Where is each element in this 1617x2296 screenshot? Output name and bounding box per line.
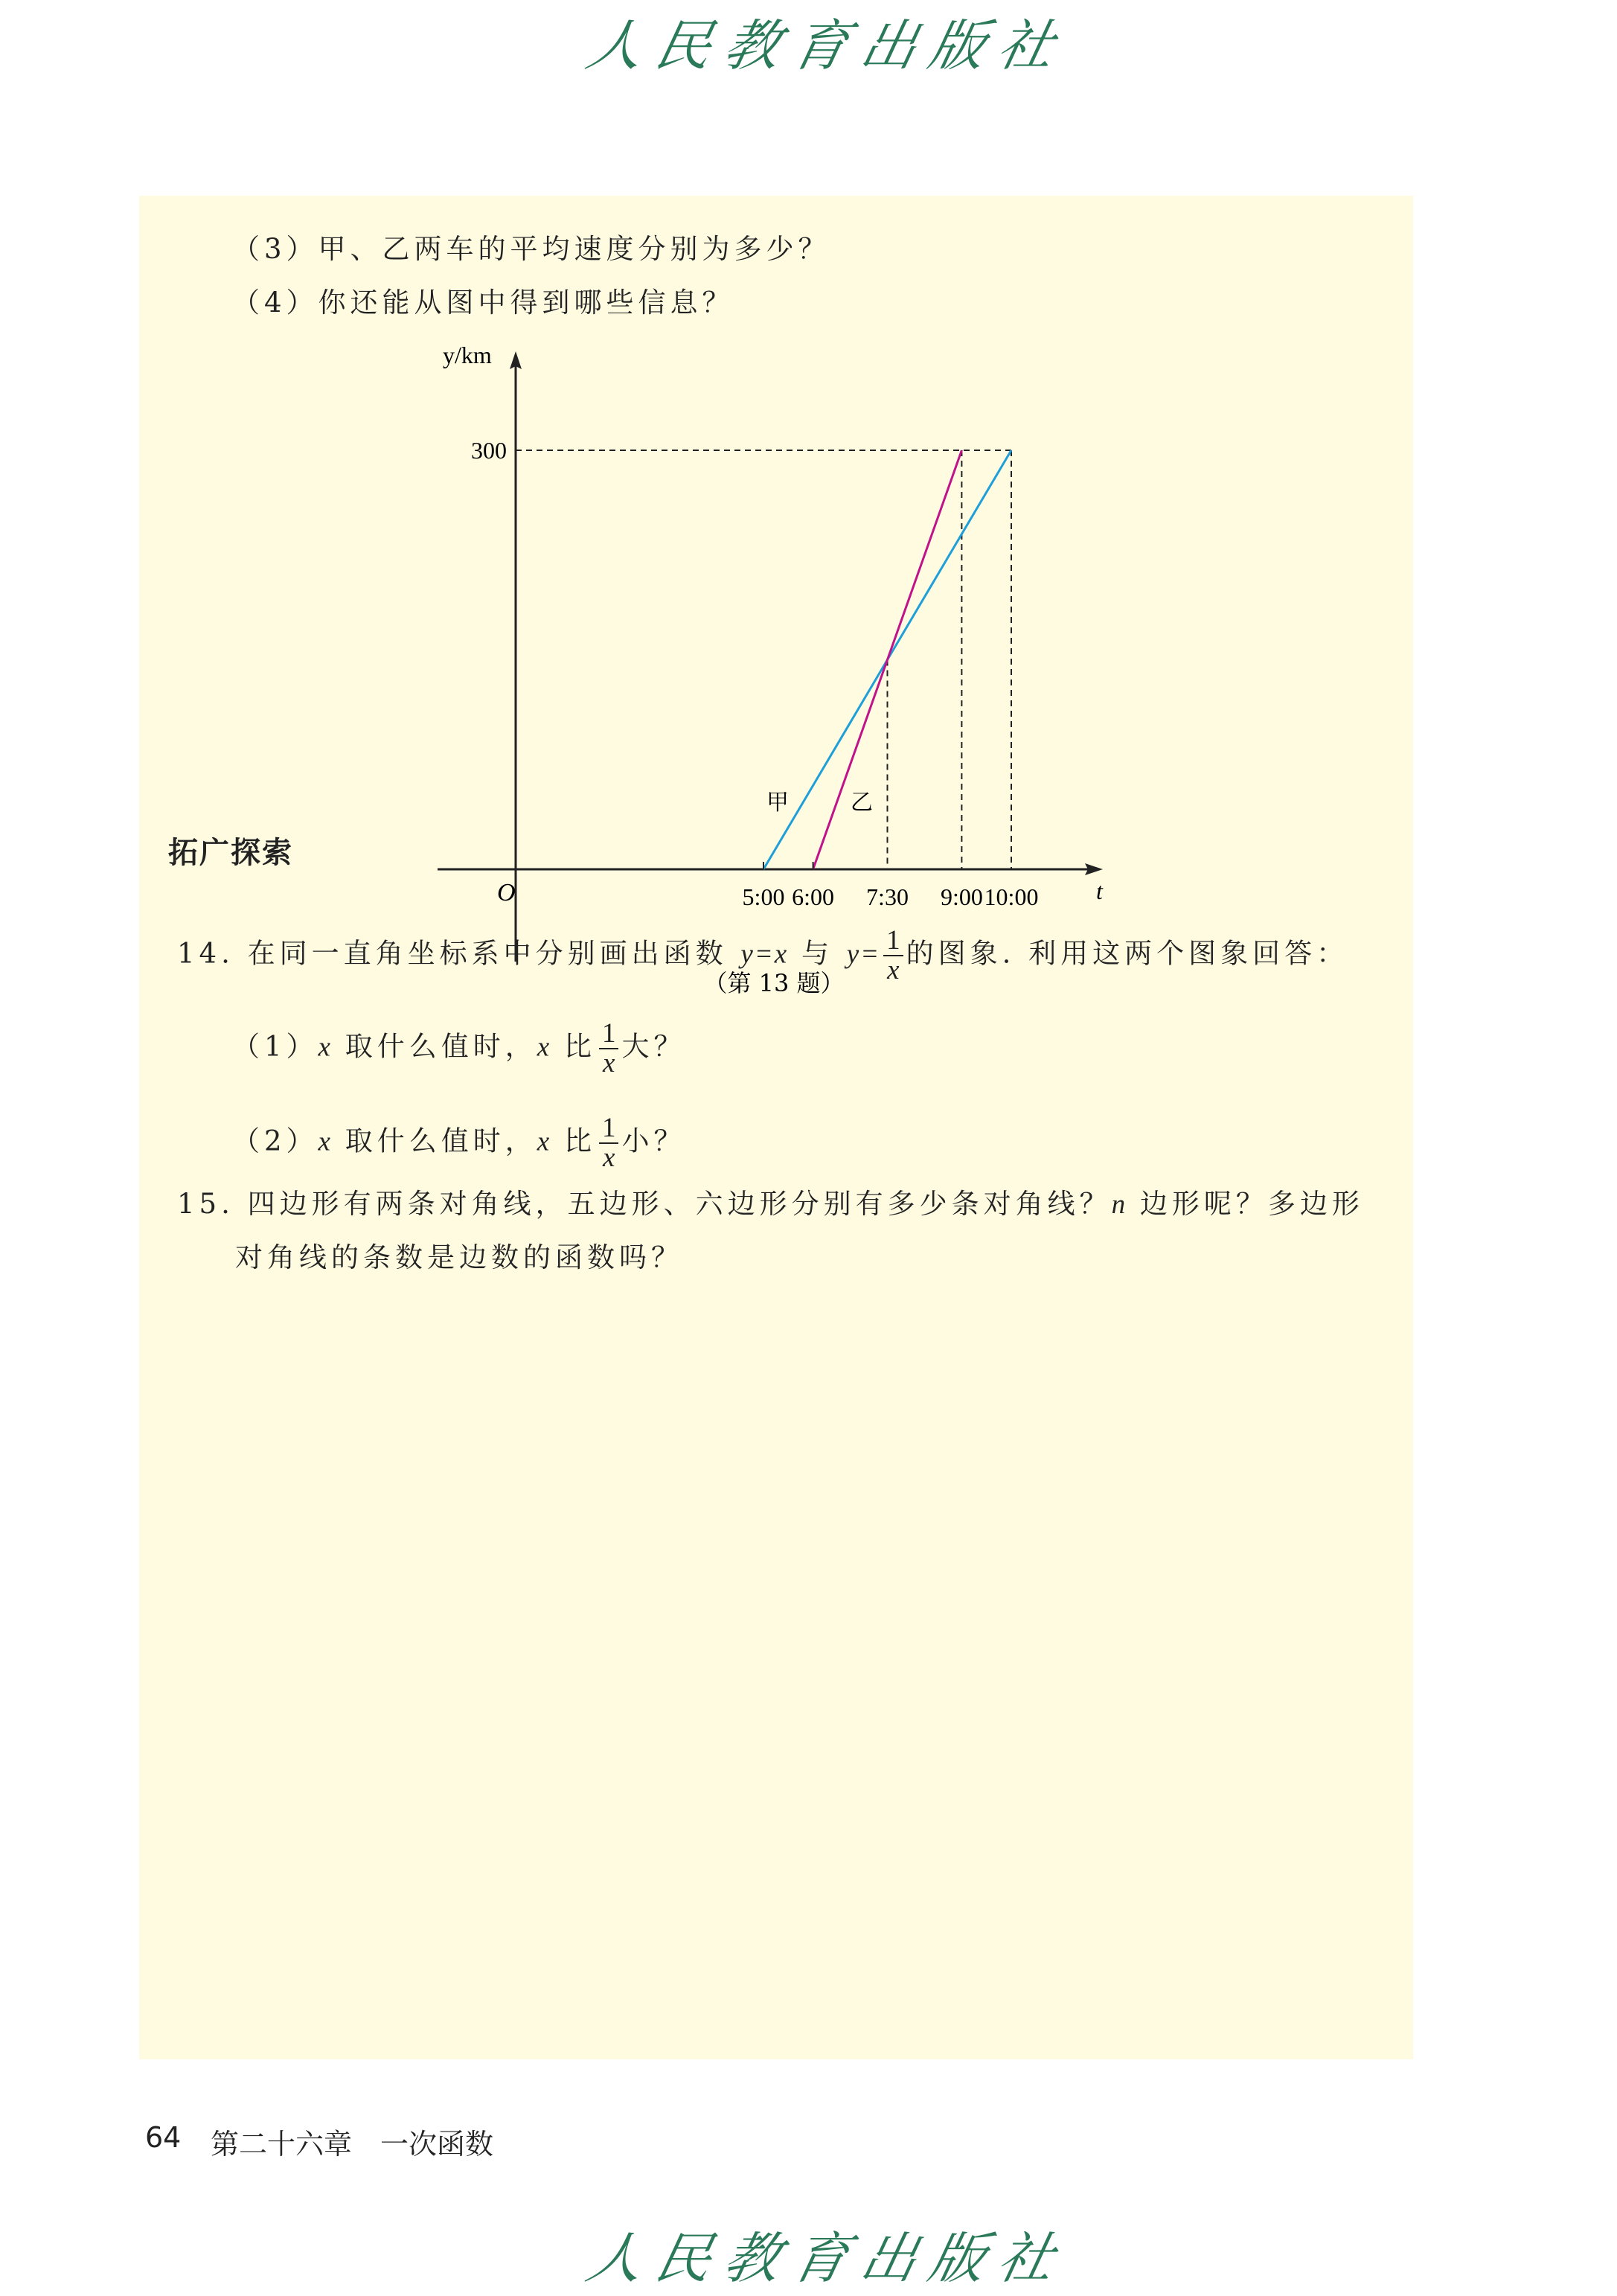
x-tick-label: 6:00 bbox=[792, 883, 835, 910]
x-tick-label: 10:00 bbox=[984, 883, 1039, 910]
frac-num: 1 bbox=[599, 1020, 619, 1049]
frac-num: 1 bbox=[883, 927, 903, 956]
q14-number: 14. bbox=[177, 937, 234, 970]
question-13-3: （3）甲、乙两车的平均速度分别为多少？ bbox=[232, 233, 830, 265]
var-x: x bbox=[537, 1126, 551, 1157]
fraction-1-over-x bbox=[599, 1114, 619, 1172]
q14-eq1: y=x bbox=[740, 938, 789, 970]
question-14-1 bbox=[232, 1020, 685, 1078]
chapter-title: 第二十六章 一次函数 bbox=[211, 2128, 494, 2161]
q15-text-a: 四边形有两条对角线，五边形、六边形分别有多少条对角线？ bbox=[247, 1188, 1112, 1220]
q15-text-b: 边形呢？多边形 bbox=[1139, 1188, 1364, 1220]
q14-and: 与 bbox=[801, 937, 833, 970]
page-number: 64 bbox=[145, 2121, 182, 2154]
question-13-4: （4）你还能从图中得到哪些信息？ bbox=[232, 287, 734, 319]
q14-1-text: 取什么值时， bbox=[345, 1030, 537, 1063]
publisher-logo-top: 人民教育出版社 bbox=[580, 14, 1075, 78]
var-x: x bbox=[318, 1032, 332, 1063]
x-axis-label: t bbox=[1096, 877, 1103, 904]
q14-1-label: （1） bbox=[232, 1030, 318, 1063]
question-14-2 bbox=[232, 1114, 685, 1172]
x-tick-label: 9:00 bbox=[940, 883, 983, 910]
fraction-1-over-x bbox=[883, 927, 903, 985]
q15-number: 15. bbox=[177, 1188, 234, 1220]
series-label: 乙 bbox=[851, 790, 873, 816]
var-x: x bbox=[537, 1032, 551, 1063]
fraction-1-over-x bbox=[599, 1020, 619, 1078]
q14-2-bi: 比 bbox=[563, 1125, 596, 1157]
q14-2-label: （2） bbox=[232, 1125, 318, 1157]
frac-den: x bbox=[602, 1048, 615, 1078]
section-heading: 拓广探索 bbox=[168, 836, 293, 870]
frac-num: 1 bbox=[599, 1114, 619, 1144]
question-14 bbox=[177, 927, 1348, 985]
x-tick-label: 5:00 bbox=[742, 883, 785, 910]
question-15-line2: 对角线的条数是边数的函数吗？ bbox=[235, 1241, 683, 1273]
var-n: n bbox=[1111, 1189, 1127, 1220]
q14-1-post: 大？ bbox=[621, 1030, 686, 1063]
q14-text-post: 的图象. 利用这两个图象回答： bbox=[906, 937, 1349, 970]
publisher-logo-bottom: 人民教育出版社 bbox=[580, 2227, 1075, 2291]
q14-2-text: 取什么值时， bbox=[345, 1125, 537, 1157]
q14-text-pre: 在同一直角坐标系中分别画出函数 bbox=[247, 937, 728, 970]
y-axis-label: y/km bbox=[443, 342, 492, 368]
x-tick-label: 7:30 bbox=[866, 883, 909, 910]
series-label: 甲 bbox=[766, 790, 789, 816]
q14-2-post: 小？ bbox=[621, 1125, 686, 1157]
q14-eq2: y= bbox=[846, 938, 881, 970]
frac-den: x bbox=[887, 955, 900, 985]
origin-label: O bbox=[497, 879, 516, 906]
var-x: x bbox=[318, 1126, 332, 1157]
chart-caption: （第 13 题） bbox=[703, 969, 845, 997]
frac-den: x bbox=[602, 1142, 615, 1173]
y-tick-label: 300 bbox=[471, 437, 507, 464]
distance-time-chart bbox=[0, 0, 1617, 1042]
q14-1-bi: 比 bbox=[563, 1030, 596, 1063]
question-15 bbox=[177, 1188, 1364, 1221]
